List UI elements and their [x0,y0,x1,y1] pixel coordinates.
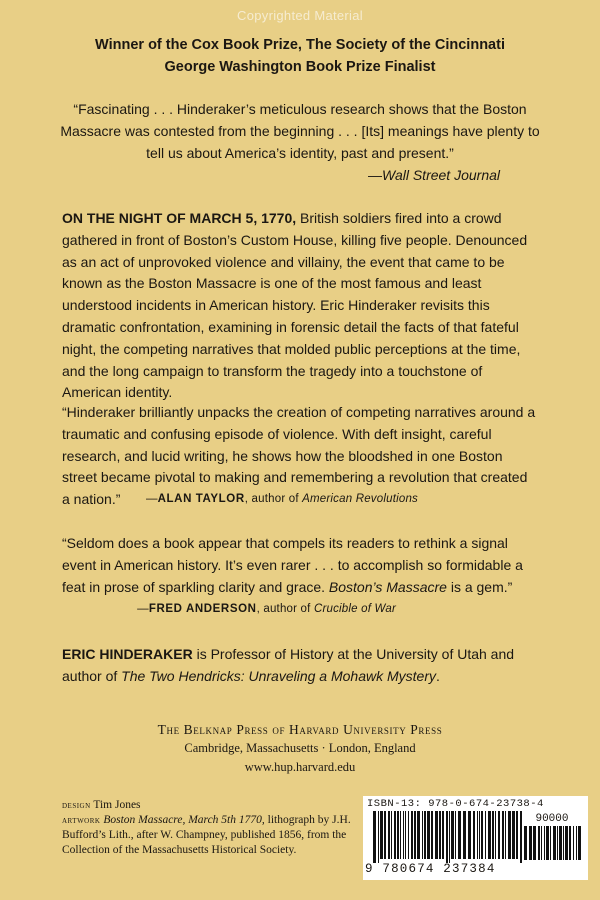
description-text: British soldiers fired into a crowd gathered in front of Boston’s Custom House, killing five people. Denounced as an act of unprovoked violence and villainy, the event that came to be known as the Boston Massacre is one of the most famous and least understood incidents in American history. Eric Hinderaker revisits this dramatic confrontation, examining in forensic detail the facts of that fateful night, the competing narratives that molded public perceptions at the time, and the long campaign to transform the tragedy into a touchstone of American identity. [62,210,528,401]
attribution-dash: — [137,603,149,615]
review-quote-anderson [62,533,538,598]
description-lead: ON THE NIGHT OF MARCH 5, 1770, [62,210,297,226]
cover-credits [62,798,362,858]
publisher-location: Cambridge, Massachusetts · London, England [184,741,416,755]
ean-barcode-bars [373,811,523,863]
isbn-text: ISBN-13: 978-0-674-23738-4 [367,798,544,810]
publisher-block [0,720,600,777]
attribution-author: FRED ANDERSON [148,603,257,615]
attribution-role: , author of [244,493,303,505]
quote-source [60,164,540,186]
publisher-name-text: The Belknap Press of Harvard University Press [157,722,443,737]
bio-text: is Professor of History at the University of Utah and author of [62,646,515,684]
attribution-role: , author of [256,603,314,615]
attribution-author: ALAN TAYLOR [157,493,245,505]
source-name: Wall Street Journal [381,167,500,183]
isbn-barcode [363,796,588,880]
review-quote-wsj [60,98,540,186]
attribution-anderson [62,603,538,615]
review-quote-taylor: “Hinderaker brilliantly unpacks the creation of competing narratives around a traumatic and confusing episode of violence. With deft insight, careful research, and lucid writing, he shows how the bloodshed in one Boston street became pivotal to making and remembering a revolution that created a nation.” [62,404,536,508]
design-credit [62,798,362,813]
attribution-work: American Revolutions [302,493,418,505]
source-dash: — [367,167,382,183]
award-line-2: George Washington Book Prize Finalist [164,59,436,75]
artwork-details: lithograph by J.H. Bufford’s Lith., after W. Champney, published 1856, from the Collection of the Massachusetts Historical Society. [62,814,351,856]
author-bio [62,644,538,688]
bio-author-name: ERIC HINDERAKER [62,646,193,662]
award-line-1: Winner of the Cox Book Prize, The Society of the Cincinnati [95,37,505,53]
design-value: Tim Jones [93,799,141,811]
quote-text-b: is a gem.” [446,578,513,595]
attribution-dash: — [145,493,158,505]
book-description [62,208,538,404]
artwork-credit [62,813,362,858]
copyright-watermark: Copyrighted Material [237,8,363,23]
design-label: design [62,800,91,811]
ean-number-text: 9 780674 237384 [365,862,496,876]
price-barcode-bars [524,826,582,864]
bio-book-title: The Two Hendricks: Unraveling a Mohawk Mystery [121,667,436,684]
artwork-title: Boston Massacre, March 5th 1770, [103,814,265,826]
attribution-taylor [62,493,538,505]
quote-book-title: Boston’s Massacre [328,578,447,595]
bio-end: . [436,667,440,684]
publisher-url: www.hup.harvard.edu [244,760,356,774]
artwork-label: artwork [62,815,101,826]
quote-text: “Fascinating . . . Hinderaker’s meticulous research shows that the Boston Massacre was contested from the beginning . . . [Its] meanings have plenty to tell us about America’s identity, past and present.” [60,101,540,161]
price-code-text: 90000 [535,813,569,825]
awards-block [40,34,560,78]
quote-text-a: “Seldom does a book appear that compels its readers to rethink a signal event in American history. It’s even rarer . . . to accomplish so formidable a feat in prose of sparkling clarity and grace. [62,535,523,595]
attribution-work: Crucible of War [313,603,396,615]
publisher-name [0,720,600,739]
